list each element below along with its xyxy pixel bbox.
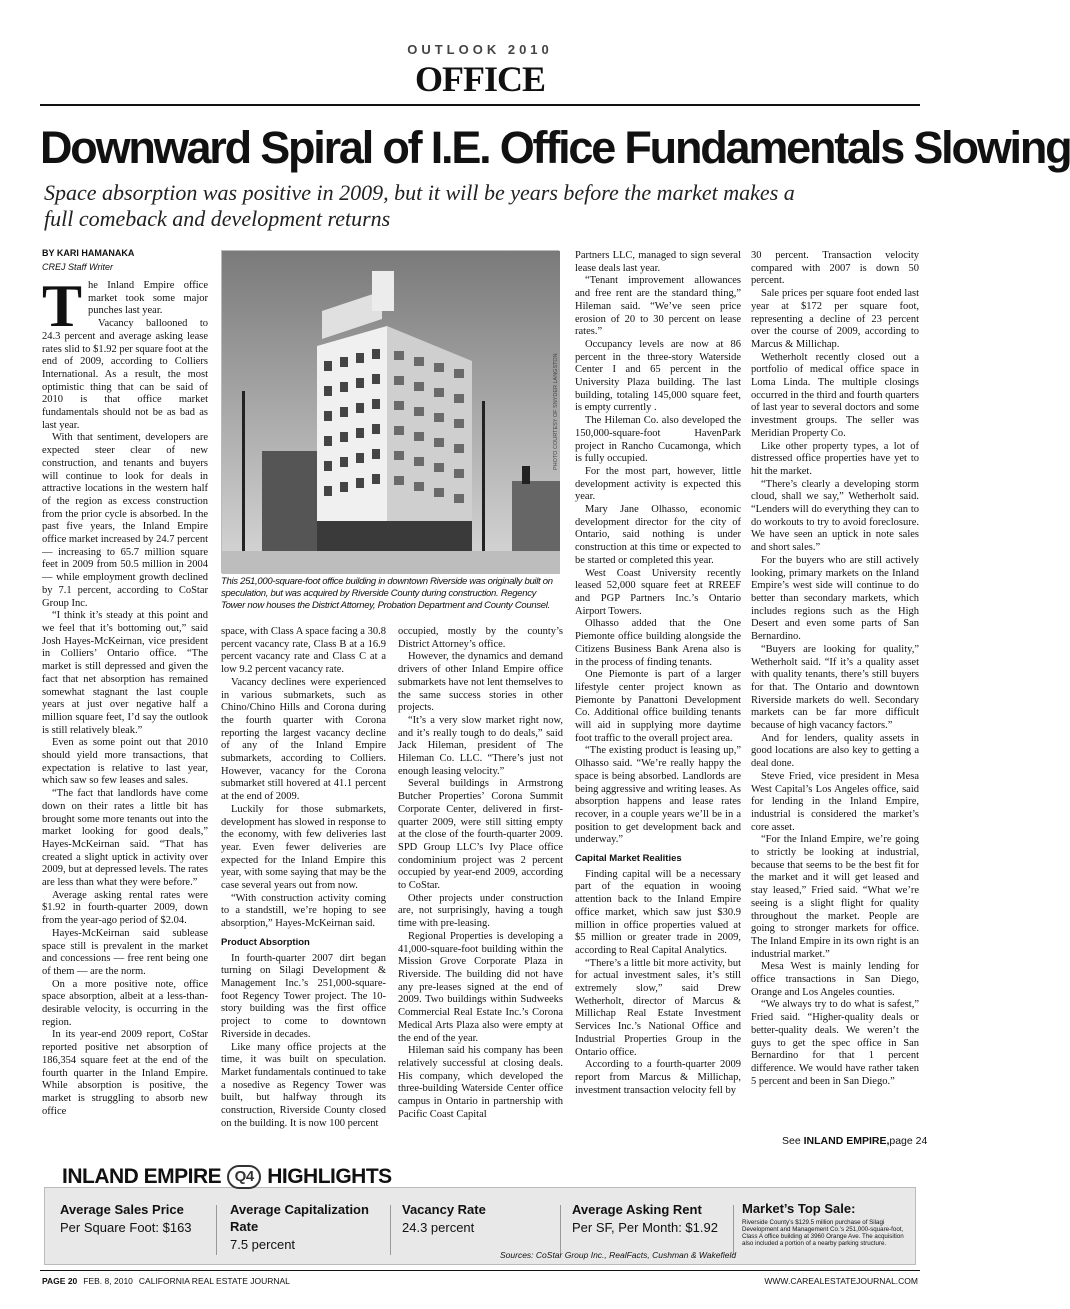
article-paragraph: Wetherholt recently closed out a portfolio of medical office space in Loma Linda. The multiple closings occurred in the third and fourth quarters of last year to several doctors and some investment groups. The seller was Meridian Property Co.	[751, 351, 919, 439]
highlight-divider	[733, 1205, 734, 1255]
section-title: OFFICE	[414, 59, 545, 99]
article-paragraph: Hileman said his company has been relatively successful at closing deals. His company, which developed the three-building Waterside Center office campus in Ontario in partnership with Pacific Coast Capital	[398, 1045, 563, 1120]
issue-date: FEB. 8, 2010	[83, 1276, 133, 1286]
article-paragraph: On a more positive note, office space absorption, albeit at a less-than- desirable velocity, is occurring in the region.	[42, 978, 208, 1028]
highlight-title: Vacancy Rate	[402, 1202, 486, 1217]
article-paragraph: Other projects under construction are, not surprisingly, having a tough time with pre-leasing.	[398, 892, 563, 930]
article-paragraph: Vacancy ballooned to 24.3 percent and average asking lease rates slid to $1.92 per square foot at the end of 2009, according to Colliers International. As a result, the most optimistic thing that can be said of 2010 is that office market fundamentals should not be as bad as last year.	[42, 318, 208, 431]
article-column-4	[575, 250, 741, 1150]
highlight-value: 7.5 percent	[230, 1237, 296, 1252]
article-paragraph: “There’s a little bit more activity, but for actual investment sales, it’s still extremely slow,” said Drew Wetherholt, director of Marcus & Millichap Real Estate Investment Services Inc.’s National Office and Industrial Properties Group in the Ontario office.	[575, 957, 741, 1058]
headline: Downward Spiral of I.E. Office Fundamentals Slowing	[40, 122, 1070, 173]
article-paragraph: Luckily for those submarkets, development has slowed in response to the economy, with few deliveries last year. Even fewer deliveries are expected for the Inland Empire this year, with some saying that may be the case several years out from now.	[221, 803, 386, 892]
article-paragraph: Mary Jane Olhasso, economic development director for the city of Ontario, said nothing is under construction at this time or expected to be started or completed this year.	[575, 504, 741, 566]
article-paragraph: Regional Properties is developing a 41,000-square-foot building within the Mission Grove Corporate Plaza in Riverside. The building did not have any pre-leases signed at the end of 2009. Two buildings within Sudweeks Commercial Real Estate Inc.’s Corona Medical Arts Plaza also were empty at the end of the year.	[398, 930, 563, 1044]
article-paragraph: “There’s clearly a developing storm cloud, shall we say,” Wetherholt said. “Lenders will do everything they can to do workouts to try to avoid foreclosure. We have seen an uptick in note sales and short sales.”	[751, 478, 919, 554]
masthead-rule	[40, 104, 920, 106]
article-paragraph: For the buyers who are still actively looking, primary markets on the Inland Empire’s west side will continue to do better than secondary markets, which includes regions such as the High Desert and even some parts of San Bernardino.	[751, 554, 919, 643]
article-paragraph: “It’s a very slow market right now, and it’s really tough to do deals,” said Jack Hileman, president of The Hileman Co. LLC. “There’s just not enough leasing velocity.”	[398, 714, 563, 777]
article-paragraph: One Piemonte is part of a larger lifestyle center project known as Piemonte by Panattoni Development Co. Additional office building tenants will aid in supplying more daytime foot traffic to the overall project area.	[575, 669, 741, 744]
photo-caption: This 251,000-square-foot office building in downtown Riverside was originally built on speculation, but was acquired by Riverside County during construction. Regency Tower now houses the District Attorney, Probation Department and County Counsel.	[221, 576, 553, 611]
jump-line	[782, 1135, 927, 1147]
article-column-5	[751, 250, 919, 1132]
highlights-sources: Sources: CoStar Group Inc., RealFacts, Cushman & Wakefield	[500, 1250, 737, 1260]
highlight-divider	[216, 1205, 217, 1255]
drop-cap: T	[42, 273, 83, 339]
footer-left	[42, 1276, 290, 1286]
article-paragraph: 30 percent. Transaction velocity compared with 2007 is down 50 percent.	[751, 250, 919, 287]
building-photo	[221, 250, 559, 573]
market-top-sale-title: Market’s Top Sale:	[742, 1201, 856, 1216]
article-paragraph: West Coast University recently leased 52,000 square feet at RREEF and PGP Partners Inc.’s Ontario Airport Towers.	[575, 567, 741, 617]
article-column-2	[221, 626, 386, 1150]
subhead-product-absorption: Product Absorption	[221, 936, 310, 948]
page-number: PAGE 20	[42, 1276, 78, 1286]
website-link[interactable]: WWW.CAREALESTATEJOURNAL.COM	[764, 1276, 918, 1286]
highlight-divider	[560, 1205, 561, 1255]
highlights-title	[62, 1165, 392, 1189]
jump-line-prefix: See	[782, 1135, 801, 1147]
article-paragraph: “For the Inland Empire, we’re going to strictly be looking at industrial, because that seems to be the best fit for the market and it will get leased and stay leased,” Fried said. “What we’re seeing is a slight flight for quality throughout the market. People are going to stronger markets for office. The Inland Empire in its own right is an industrial market.”	[751, 834, 919, 960]
dek: Space absorption was positive in 2009, but it will be years before the market makes a full comeback and development returns	[44, 180, 795, 231]
jump-line-target: INLAND EMPIRE,	[803, 1135, 890, 1147]
highlights-title-left: INLAND EMPIRE	[62, 1165, 222, 1188]
highlight-average-asking-rent	[572, 1201, 732, 1237]
article-paragraph: Steve Fried, vice president in Mesa West Capital’s Los Angeles office, said for lending in the Inland Empire, industrial is considered the market’s core asset.	[751, 770, 919, 833]
article-paragraph: Partners LLC, managed to sign several lease deals last year.	[575, 250, 741, 274]
jump-line-page: page 24	[889, 1135, 928, 1147]
article-paragraph: According to a fourth-quarter 2009 report from Marcus & Millichap, investment transaction velocity fell by	[575, 1059, 741, 1096]
highlight-divider	[390, 1205, 391, 1255]
article-paragraph: “The existing product is leasing up,” Olhasso said. “We’re really happy the space is being absorbed. Landlords are being aggressive and writing leases. As absorption happens and lease rates recover, in a couple years we’ll be in a position to get development back and underway.”	[575, 745, 741, 846]
article-paragraph: Even as some point out that 2010 should yield more transactions, that expectation is relative to last year, which saw so few leases and sales.	[42, 737, 208, 787]
article-paragraph: For the most part, however, little development activity is expected this year.	[575, 465, 741, 503]
article-paragraph: The Hileman Co. also developed the 150,000-square-foot HavenPark project in Rancho Cucamonga, which is fully occupied.	[575, 415, 741, 465]
article-paragraph: Average asking rental rates were $1.92 in fourth-quarter 2009, down from the year-ago period of $2.04.	[42, 889, 208, 927]
article-paragraph: “Tenant improvement allowances and free rent are the standard thing,” Hileman said. “We’ve seen price erosion of 20 to 30 percent on lease rates.”	[575, 275, 741, 338]
article-paragraph: “The fact that landlords have come down on their rates a little bit has brought some more tenants out into the market looking for good deals,” Hayes-McKeirnan said. “That has created a slight uptick in activity over 2009, but at depressed levels. The rates are less than what they were before.”	[42, 788, 208, 889]
quarter-badge: Q4	[227, 1165, 261, 1189]
photo-credit: PHOTO COURTESY OF SNYDER LANGSTON	[553, 353, 559, 470]
article-paragraph: “I think it’s steady at this point and we feel that it’s bottoming out,” said Josh Hayes-McKeirnan, vice president in Colliers’ Ontario office. “The market is still depressed and given the fact that net absorption has remained somewhat stagnant the last couple years at just over negative half a million square feet, I’d say the outlook is still relatively bleak.”	[42, 610, 208, 736]
regency-tower-illustration	[222, 251, 560, 574]
article-paragraph: Like other property types, a lot of distressed office properties have yet to hit the market.	[751, 440, 919, 477]
publication-name: CALIFORNIA REAL ESTATE JOURNAL	[138, 1276, 290, 1286]
page-footer	[42, 1276, 918, 1286]
highlight-value: 24.3 percent	[402, 1220, 475, 1235]
article-paragraph: Mesa West is mainly lending for office transactions in San Diego, Orange and Los Angeles counties.	[751, 961, 919, 998]
highlight-value: Per Square Foot: $163	[60, 1220, 192, 1235]
highlight-title: Average Asking Rent	[572, 1202, 702, 1217]
article-paragraph: “Buyers are looking for quality,” Wetherholt said. “If it’s a quality asset with quality tenants, there’s still buyers for that. The Ontario and downtown Riverside markets do well. Secondary markets can be far more difficult because of high vacancy factors.”	[751, 643, 919, 732]
subhead-capital-market-realities: Capital Market Realities	[575, 853, 682, 865]
article-paragraph: “With construction activity coming to a standstill, we’re hoping to see absorption,” Hayes-McKeirnan said.	[221, 892, 386, 930]
market-top-sale-detail: Riverside County’s $129.5 million purchase of Silagi Development and Management Co.’s 251,000-square-foot, Class A office building at 3960 Orange Ave. The acquisition also included a portion of a nearby parking structure.	[742, 1219, 904, 1247]
article-paragraph: In its year-end 2009 report, CoStar reported positive net absorption of 186,354 square feet at the end of the fourth quarter in the Inland Empire. While absorption is positive, the market is struggling to absorb new office	[42, 1029, 208, 1117]
article-paragraph: Sale prices per square foot ended last year at $172 per square foot, representing a decline of 23 percent over the course of 2009, according to Marcus & Millichap.	[751, 288, 919, 350]
article-paragraph: And for lenders, quality assets in good locations are also key to getting a deal done.	[751, 732, 919, 770]
highlight-average-sales-price	[60, 1201, 210, 1237]
highlight-value: Per SF, Per Month: $1.92	[572, 1220, 718, 1235]
article-paragraph: Several buildings in Armstrong Butcher Properties’ Corona Summit Corporate Center, delivered in first-quarter 2009, were still sitting empty at the close of the fourth-quarter 2009. SPD Group LLC’s Ivy Place office condominium project was 2 percent occupied by year-end 2009, according to CoStar.	[398, 778, 563, 892]
article-paragraph: “We always try to do what is safest,” Fried said. “Higher-quality deals or better-quality deals. We weren’t the guys to get the spec office in San Bernardino for that 1 percent difference. We would have rather taken 5 percent and been in San Diego.”	[751, 999, 919, 1087]
article-paragraph: Olhasso added that the One Piemonte office building alongside the Citizens Business Bank Arena also is in the process of finding tenants.	[575, 618, 741, 668]
article-paragraph: occupied, mostly by the county’s District Attorney’s office.	[398, 626, 563, 650]
highlight-vacancy-rate	[402, 1201, 552, 1237]
highlight-title: Average Sales Price	[60, 1202, 184, 1217]
article-column-1	[42, 273, 208, 1150]
highlight-title: Average Capitalization Rate	[230, 1202, 369, 1234]
article-paragraph: he Inland Empire office market took some major punches last year.	[88, 280, 208, 317]
article-paragraph: However, the dynamics and demand drivers of other Inland Empire office submarkets have not lent themselves to the same success stories in other projects.	[398, 651, 563, 714]
article-paragraph: Finding capital will be a necessary part of the equation in wooing attention back to the Inland Empire office market, which saw just $30.9 million in office properties valued at $5 million or greater trade in 2009, according to Real Capital Analytics.	[575, 868, 741, 956]
byline-title: CREJ Staff Writer	[42, 262, 114, 272]
article-paragraph: Vacancy declines were experienced in various submarkets, such as Chino/Chino Hills and Corona during the fourth quarter with Corona reporting the largest vacancy decline of any of the Inland Empire submarkets, according to Colliers. However, vacancy for the Corona submarket still hovered at 41.1 percent at the end of 2009.	[221, 676, 386, 803]
article-paragraph: Hayes-McKeirnan said sublease space still is prevalent in the market and concessions — free rent being one of them — are the norm.	[42, 927, 208, 977]
highlight-average-cap-rate	[230, 1201, 390, 1254]
market-top-sale	[742, 1201, 907, 1247]
byline: BY KARI HAMANAKA	[42, 248, 135, 258]
article-paragraph: With that sentiment, developers are expected steer clear of new construction, and tenants and buyers will continue to look for deals in attractive locations in the western half of the region as excess construction from the prior cycle is absorbed. In the past five years, the Inland Empire office market increased by 24.7 percent — increasing to 65.7 million square feet in 2009 from 50.5 million in 2004 — while employment growth declined by 7.1 percent, according to CoStar Group Inc.	[42, 432, 208, 609]
highlights-title-right: HIGHLIGHTS	[267, 1165, 392, 1188]
footer-rule	[40, 1270, 920, 1271]
article-column-3	[398, 626, 563, 1150]
article-paragraph: Like many office projects at the time, it was built on speculation. Market fundamentals continued to take a nosedive as Regency Tower was built, but halfway through its construction, Riverside County closed on the building. It is now 100 percent	[221, 1041, 386, 1129]
article-paragraph: In fourth-quarter 2007 dirt began turning on Silagi Development & Management Inc.’s 251,000-square-foot Regency Tower project. The 10-story building was the first office project to come to downtown Riverside in decades.	[221, 952, 386, 1040]
section-kicker: OUTLOOK 2010	[407, 42, 553, 57]
article-paragraph: space, with Class A space facing a 30.8 percent vacancy rate, Class B at a 16.9 percent vacancy rate and Class C at a low 9.2 percent vacancy rate.	[221, 626, 386, 676]
article-paragraph: Occupancy levels are now at 86 percent in the three-story Waterside Center I and 65 percent in the University Plaza building. The last building, totaling 145,000 square feet, is empty currently .	[575, 338, 741, 414]
